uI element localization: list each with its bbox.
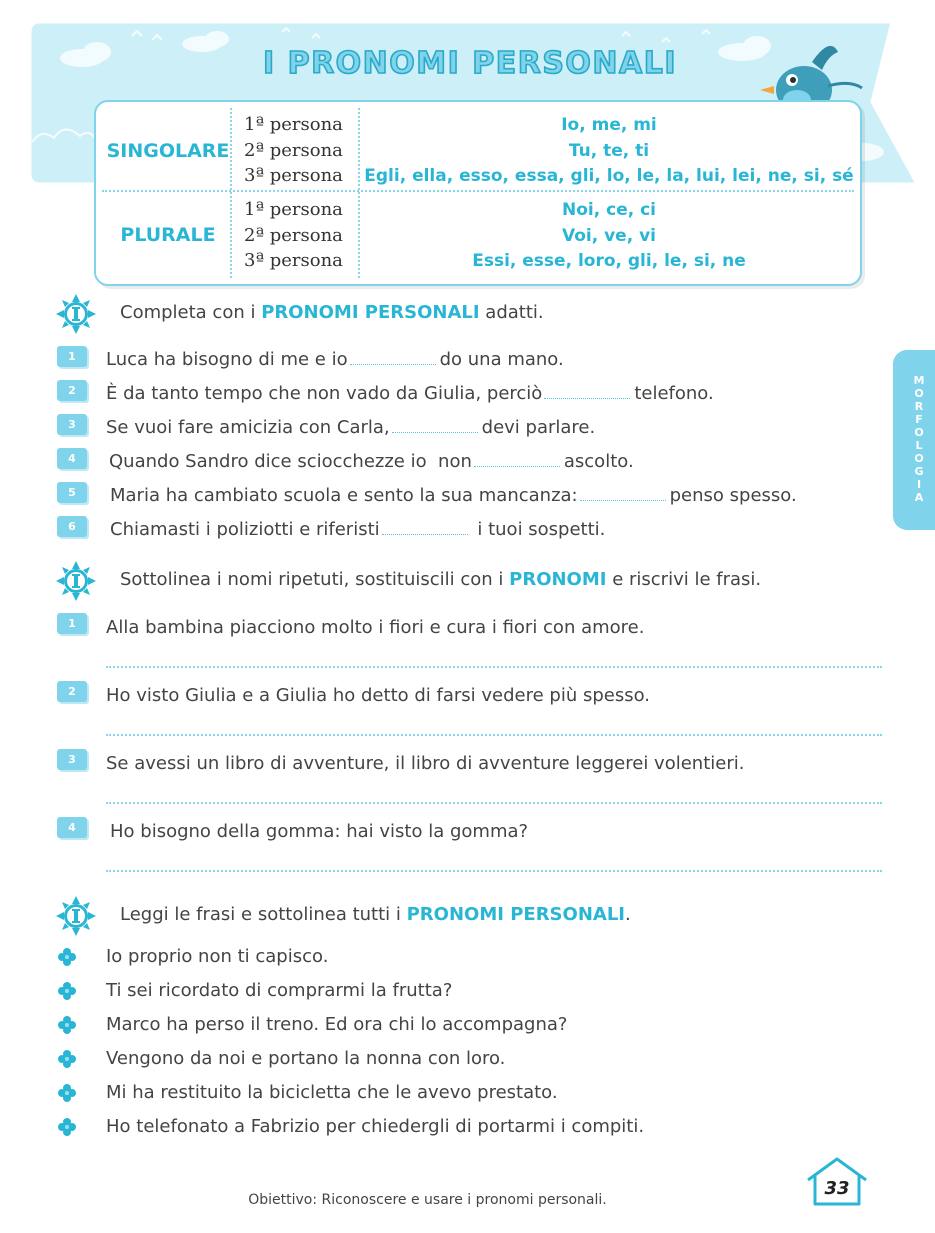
person-label: 3ª persona bbox=[244, 250, 343, 271]
tab-letter: M bbox=[913, 374, 925, 387]
clover-bullet-icon bbox=[58, 1084, 76, 1102]
pronoun-list: Tu, te, ti bbox=[568, 141, 650, 161]
table-divider bbox=[230, 108, 232, 278]
item-number: 4 bbox=[57, 817, 87, 838]
person-label: 1ª persona bbox=[244, 199, 343, 220]
pronoun-list: Voi, ve, vi bbox=[561, 226, 656, 246]
table-divider bbox=[102, 190, 854, 192]
exercise-icon bbox=[56, 896, 96, 936]
tab-letter: F bbox=[915, 413, 923, 426]
item-number: 6 bbox=[57, 516, 87, 537]
fill-sentence: Quando Sandro dice sciocchezze io non ascolto. bbox=[109, 451, 634, 472]
underline-sentence: Ho telefonato a Fabrizio per chiedergli di portarmi i compiti. bbox=[106, 1116, 645, 1137]
exercise-instruction: Leggi le frasi e sottolinea tutti i PRONOMI PERSONALI. bbox=[120, 904, 631, 925]
underline-sentence: Ti sei ricordato di comprarmi la frutta? bbox=[106, 980, 453, 1001]
fill-sentence: Se vuoi fare amicizia con Carla, devi parlare. bbox=[106, 417, 596, 438]
rewrite-sentence: Ho bisogno della gomma: hai visto la gomma? bbox=[110, 821, 529, 842]
clover-bullet-icon bbox=[58, 948, 76, 966]
fill-sentence: Luca ha bisogno di me e io do una mano. bbox=[106, 349, 564, 370]
exercise-instruction: Sottolinea i nomi ripetuti, sostituiscili con i PRONOMI e riscrivi le frasi. bbox=[120, 569, 762, 590]
pronoun-list: Io, me, mi bbox=[561, 115, 657, 135]
tab-letter: O bbox=[914, 387, 924, 400]
pronoun-list: Essi, esse, loro, gli, le, si, ne bbox=[472, 251, 746, 271]
clover-bullet-icon bbox=[58, 1050, 76, 1068]
item-number: 3 bbox=[57, 749, 87, 770]
pronoun-list: Noi, ce, ci bbox=[562, 200, 656, 220]
blank-field[interactable] bbox=[474, 462, 560, 467]
exercise-icon bbox=[56, 561, 96, 601]
fill-sentence: È da tanto tempo che non vado da Giulia, perciò telefono. bbox=[106, 383, 714, 404]
tab-letter: O bbox=[914, 452, 924, 465]
item-number: 1 bbox=[57, 613, 87, 634]
tab-letter: L bbox=[915, 439, 923, 452]
page-number: 33 bbox=[824, 1178, 850, 1199]
item-number: 5 bbox=[57, 482, 87, 503]
tab-letter: A bbox=[914, 491, 924, 504]
underline-sentence: Io proprio non ti capisco. bbox=[106, 946, 329, 967]
clover-bullet-icon bbox=[58, 982, 76, 1000]
person-label: 2ª persona bbox=[244, 140, 343, 161]
answer-line[interactable] bbox=[106, 870, 882, 872]
tab-letter: O bbox=[914, 426, 924, 439]
singular-label: SINGOLARE bbox=[106, 140, 230, 162]
answer-line[interactable] bbox=[106, 666, 882, 668]
page-title: I PRONOMI PERSONALI bbox=[262, 46, 678, 81]
underline-sentence: Mi ha restituito la bicicletta che le avevo prestato. bbox=[106, 1082, 558, 1103]
blank-field[interactable] bbox=[580, 496, 666, 501]
fill-sentence: Chiamasti i poliziotti e riferisti i tuoi sospetti. bbox=[110, 519, 606, 540]
blank-field[interactable] bbox=[350, 360, 436, 365]
tab-letter: G bbox=[914, 465, 924, 478]
item-number: 2 bbox=[57, 380, 87, 401]
item-number: 4 bbox=[57, 448, 87, 469]
exercise-icon bbox=[56, 294, 96, 334]
rewrite-sentence: Se avessi un libro di avventure, il libro di avventure leggerei volentieri. bbox=[106, 753, 745, 774]
plural-label: PLURALE bbox=[120, 224, 216, 246]
section-tab-morfologia bbox=[893, 350, 935, 530]
person-label: 3ª persona bbox=[244, 165, 343, 186]
person-label: 2ª persona bbox=[244, 225, 343, 246]
answer-line[interactable] bbox=[106, 734, 882, 736]
table-divider bbox=[358, 108, 360, 278]
pronoun-table bbox=[94, 100, 862, 286]
fill-sentence: Maria ha cambiato scuola e sento la sua mancanza: penso spesso. bbox=[110, 485, 797, 506]
blank-field[interactable] bbox=[382, 530, 468, 535]
item-number: 1 bbox=[57, 346, 87, 367]
item-number: 2 bbox=[57, 681, 87, 702]
clover-bullet-icon bbox=[58, 1016, 76, 1034]
underline-sentence: Marco ha perso il treno. Ed ora chi lo accompagna? bbox=[106, 1014, 568, 1035]
blank-field[interactable] bbox=[544, 394, 630, 399]
tab-letter: R bbox=[914, 400, 924, 413]
clover-bullet-icon bbox=[58, 1118, 76, 1136]
tab-letter: I bbox=[916, 478, 922, 491]
underline-sentence: Vengono da noi e portano la nonna con loro. bbox=[106, 1048, 506, 1069]
pronoun-list: Egli, ella, esso, essa, gli, lo, le, la, lui, lei, ne, si, sé bbox=[364, 166, 854, 186]
rewrite-sentence: Alla bambina piacciono molto i fiori e cura i fiori con amore. bbox=[106, 617, 645, 638]
person-label: 1ª persona bbox=[244, 114, 343, 135]
objective-text: Obiettivo: Riconoscere e usare i pronomi personali. bbox=[248, 1192, 607, 1208]
answer-line[interactable] bbox=[106, 802, 882, 804]
exercise-instruction: Completa con i PRONOMI PERSONALI adatti. bbox=[120, 302, 544, 323]
rewrite-sentence: Ho visto Giulia e a Giulia ho detto di farsi vedere più spesso. bbox=[106, 685, 651, 706]
blank-field[interactable] bbox=[392, 428, 478, 433]
item-number: 3 bbox=[57, 414, 87, 435]
